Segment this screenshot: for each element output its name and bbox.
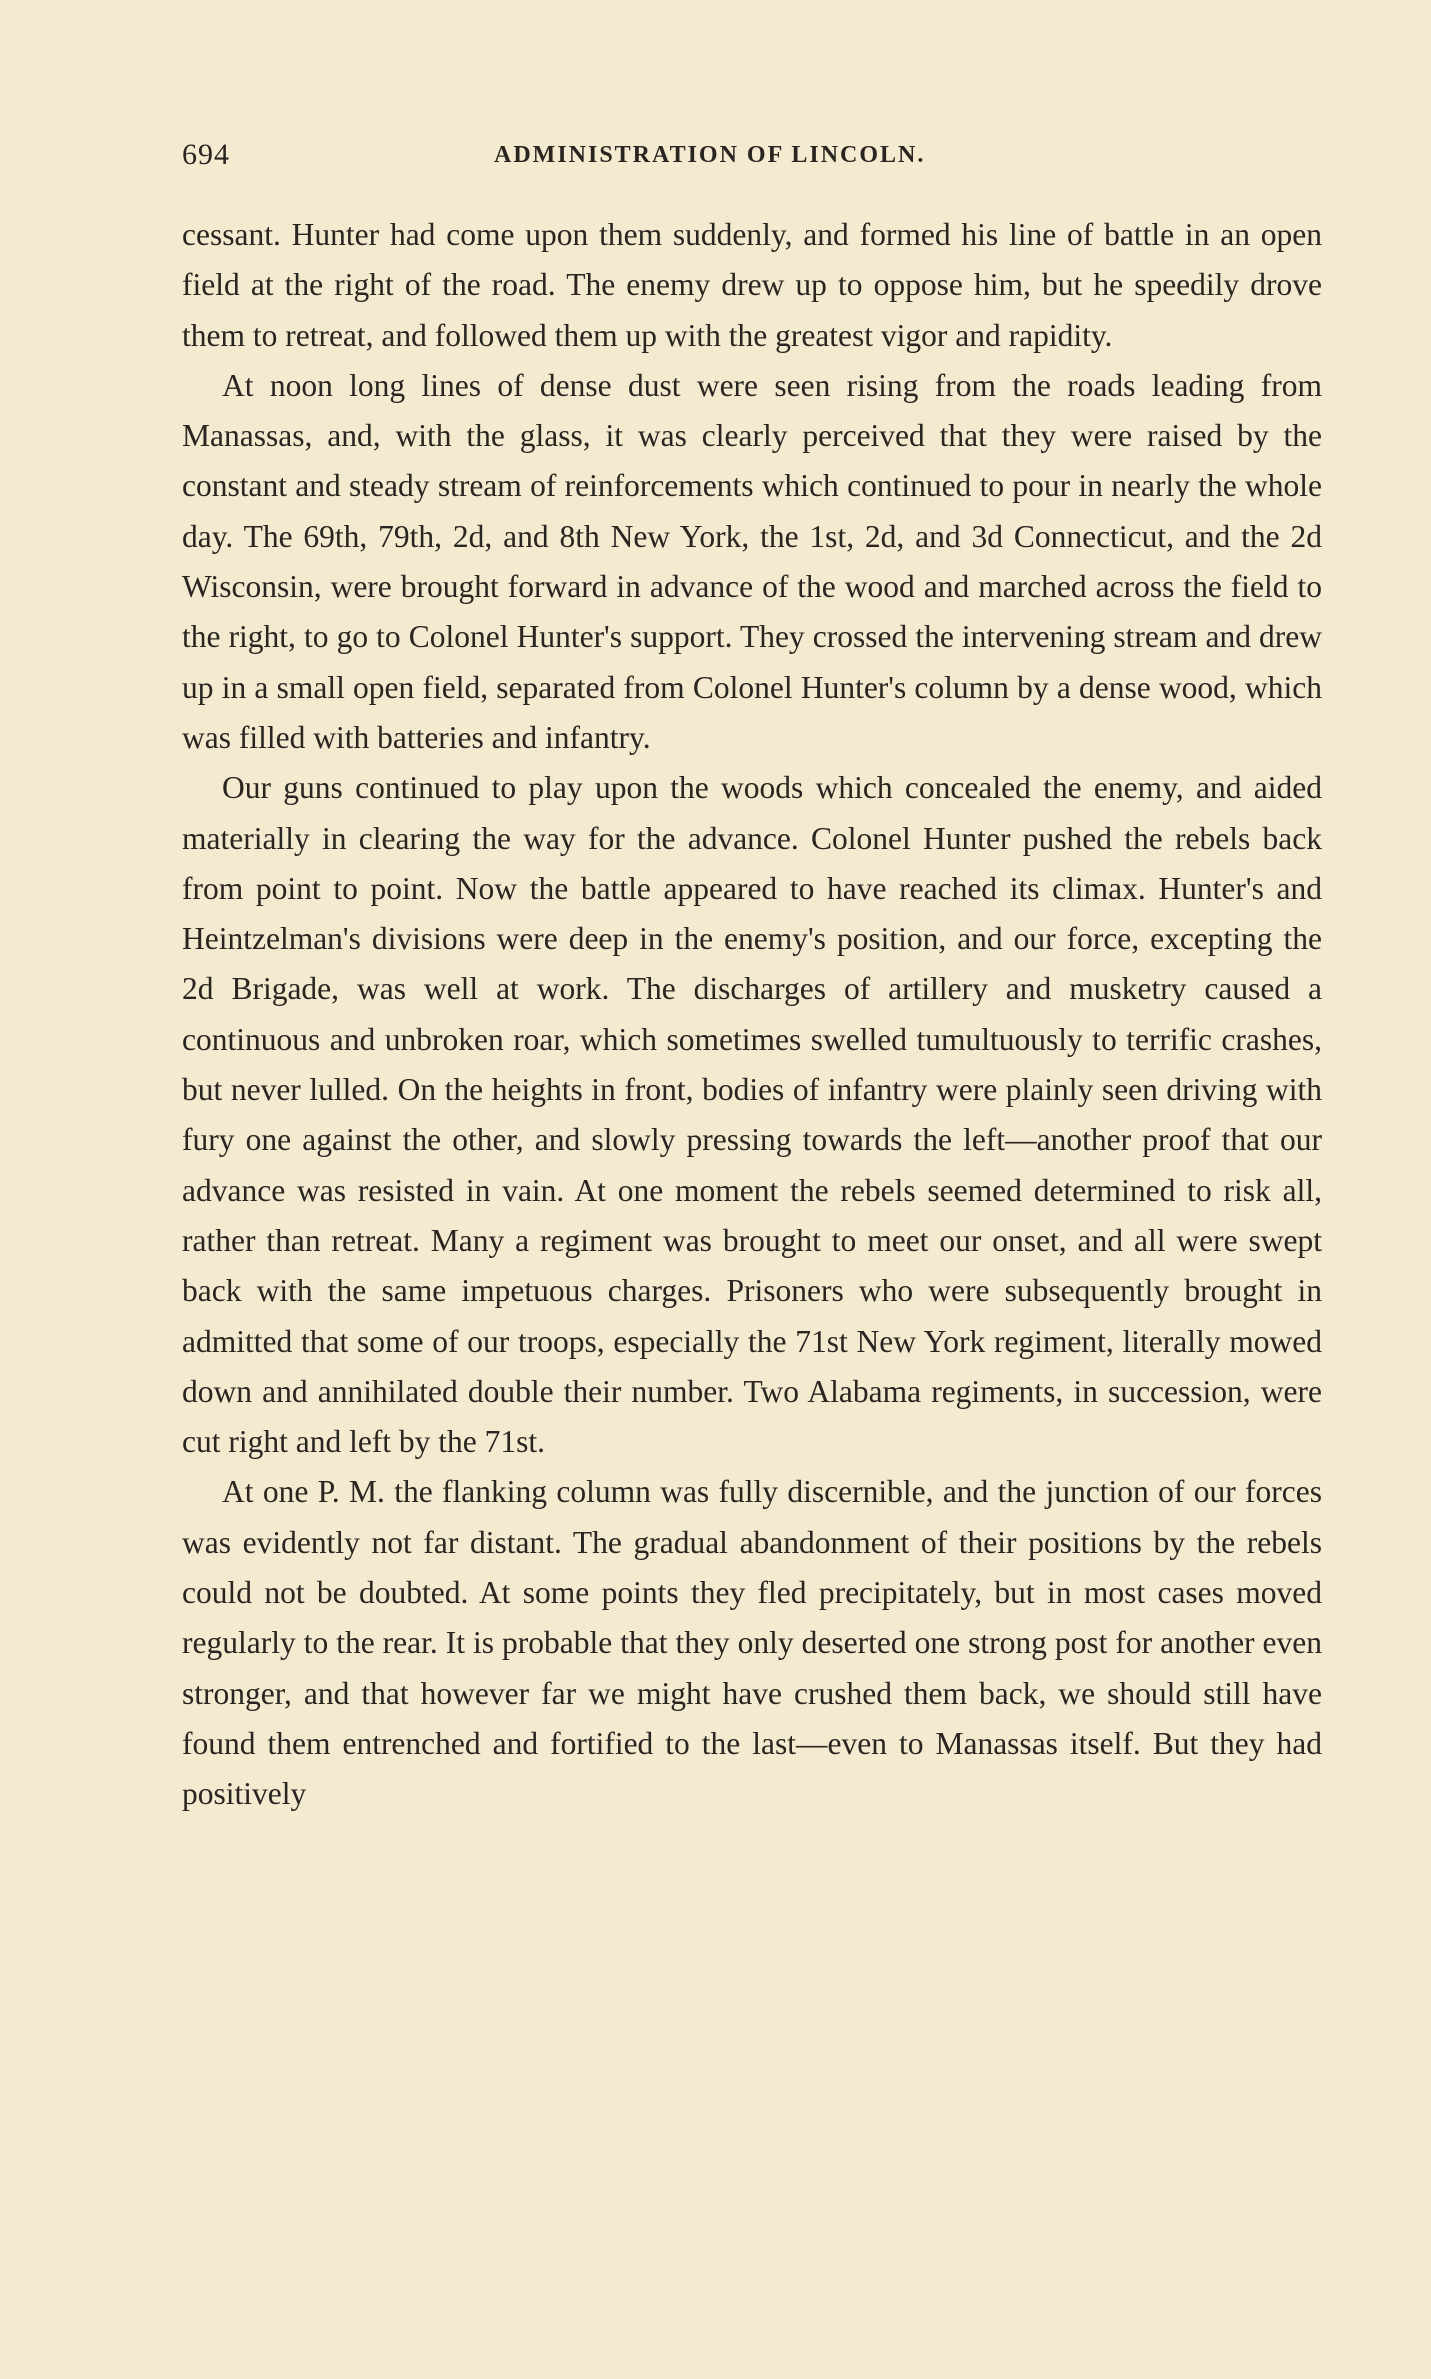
body-text: [182, 210, 1322, 1820]
page-header: [182, 138, 1322, 178]
paragraph-reinforcements: At noon long lines of dense dust were seen rising from the roads leading from Manassas, and, with the glass, it was clearly perceived that they were raised by the constant and steady stream of reinforcements which continued to pour in nearly the whole day. The 69th, 79th, 2d, and 8th New York, the 1st, 2d, and 3d Connecticut, and the 2d Wisconsin, were brought forward in advance of the wood and marched across the field to the right, to go to Colonel Hunter's support. They crossed the intervening stream and drew up in a small open field, separated from Colonel Hunter's column by a dense wood, which was filled with batteries and infantry.: [182, 367, 1322, 755]
paragraph-flanking-column: At one P. M. the flanking column was fully discernible, and the junction of our forces was evidently not far distant. The gradual abandonment of their positions by the rebels could not be doubted. At some points they fled precipitately, but in most cases moved regularly to the rear. It is probable that they only deserted one strong post for another even stronger, and that however far we might have crushed them back, we should still have found them entrenched and fortified to the last—even to Manassas itself. But they had positively: [182, 1474, 1322, 1812]
paragraph-continuation: cessant. Hunter had come upon them suddenly, and formed his line of battle in an open field at the right of the road. The enemy drew up to oppose him, but he speedily drove them to retreat, and followed them up with the greatest vigor and rapidity.: [182, 217, 1322, 353]
page-number: 694: [182, 138, 230, 171]
paragraph-battle-climax: Our guns continued to play upon the woods which concealed the enemy, and aided materially in clearing the way for the advance. Colonel Hunter pushed the rebels back from point to point. Now the battle appeared to have reached its climax. Hunter's and Heintzelman's divisions were deep in the enemy's position, and our force, excepting the 2d Brigade, was well at work. The discharges of artillery and musketry caused a continuous and unbroken roar, which sometimes swelled tumultuously to terrific crashes, but never lulled. On the heights in front, bodies of infantry were plainly seen driving with fury one against the other, and slowly pressing towards the left—another proof that our advance was resisted in vain. At one moment the rebels seemed determined to risk all, rather than retreat. Many a regiment was brought to meet our onset, and all were swept back with the same impetuous charges. Prisoners who were subsequently brought in admitted that some of our troops, especially the 71st New York regiment, literally mowed down and annihilated double their number. Two Alabama regiments, in succession, were cut right and left by the 71st.: [182, 770, 1322, 1460]
running-head: ADMINISTRATION OF LINCOLN.: [494, 142, 926, 168]
